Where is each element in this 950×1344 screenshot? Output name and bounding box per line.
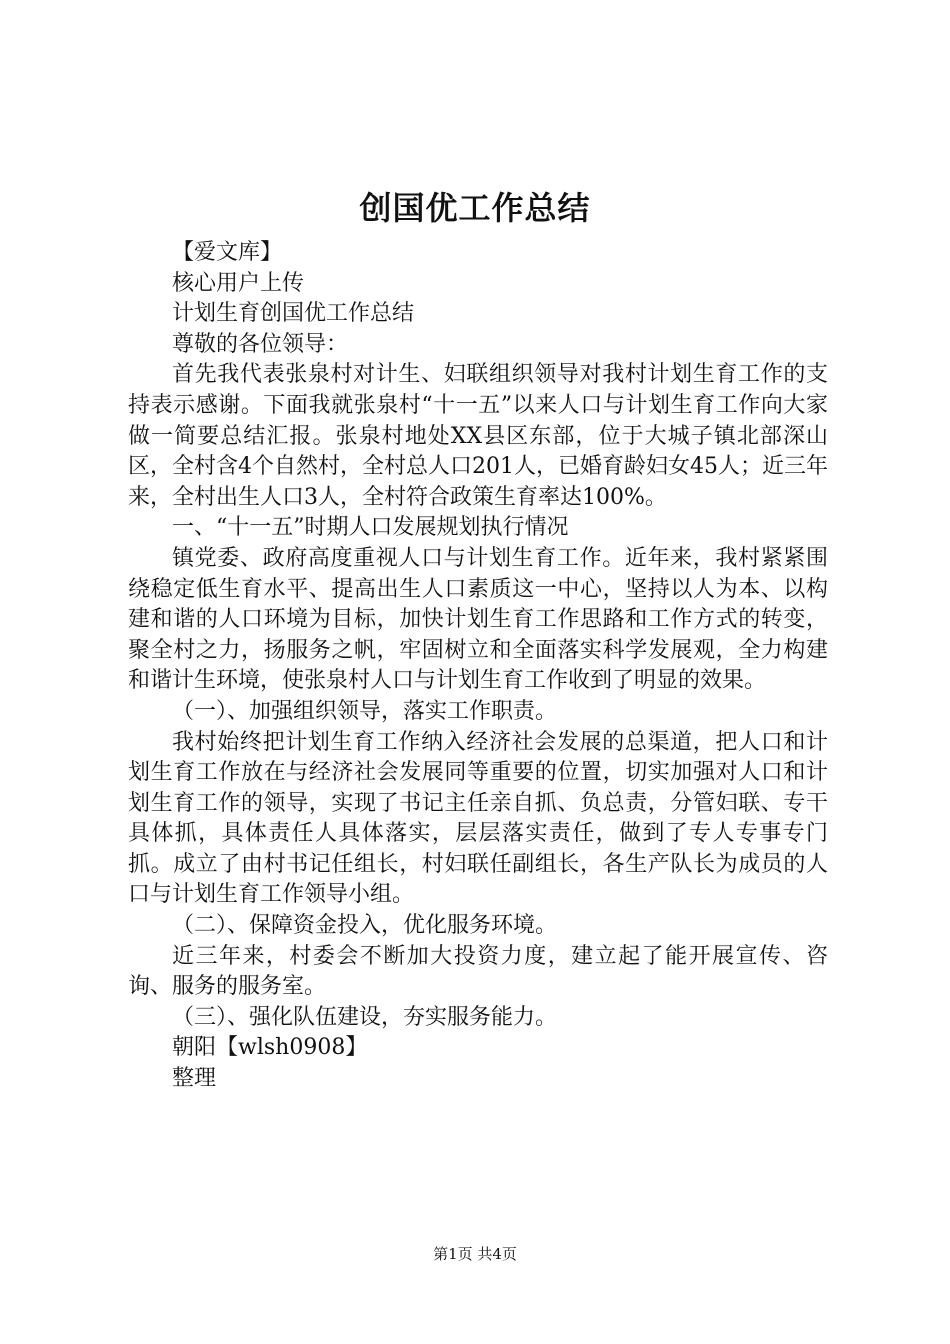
- paragraph-salutation: 尊敬的各位领导：: [172, 331, 349, 357]
- subsection-heading-1: （一）、加强组织领导，落实工作职责。: [172, 698, 558, 724]
- paragraph-source-tag: 【爱文库】: [172, 240, 283, 265]
- subsection-heading-2: （二）、保障资金投入，优化服务环境。: [172, 913, 558, 939]
- paragraph-intro: 首先我代表张泉村对计生、妇联组织领导对我村计划生育工作的支持表示感谢。下面我就张泉村“十一五”以来人口与计划生育工作向大家做一简要总结汇报。张泉村地处XX县区东部，位于大城子镇北部深山区，全村含4个自然村，全村总人口201人，已婚育龄妇女45人；近三年来，全村出生人口3人，全村符合政策生育率达100%。: [128, 362, 828, 510]
- document-title: 创国优工作总结: [359, 189, 591, 227]
- paragraph-uploader: 核心用户上传: [172, 270, 305, 296]
- paragraph-subtitle: 计划生育创国优工作总结: [172, 301, 415, 327]
- paragraph-subsection-1: 我村始终把计划生育工作纳入经济社会发展的总渠道，把人口和计划生育工作放在与经济社会发展同等重要的位置，切实加强对人口和计划生育工作的领导，实现了书记主任亲自抓、负总责，分管妇联、专干具体抓，具体责任人具体落实，层层落实责任，做到了专人专事专门抓。成立了由村书记任组长，村妇联任副组长，各生产队长为成员的人口与计划生育工作领导小组。: [128, 729, 828, 908]
- section-heading-1: 一、“十一五”时期人口发展规划执行情况: [172, 515, 569, 541]
- page-number: 第1页 共4页: [433, 1245, 517, 1263]
- subsection-heading-3: （三）、强化队伍建设，夯实服务能力。: [172, 1004, 558, 1030]
- document-body: [128, 238, 828, 1095]
- paragraph-section-1: 镇党委、政府高度重视人口与计划生育工作。近年来，我村紧紧围绕稳定低生育水平、提高出生人口素质这一中心，坚持以人为本、以构建和谐的人口环境为目标，加快计划生育工作思路和工作方式的转变，聚全村之力，扬服务之帆，牢固树立和全面落实科学发展观，全力构建和谐计生环境，使张泉村人口与计划生育工作收到了明显的效果。: [128, 545, 828, 694]
- paragraph-credit: 朝阳【wlsh0908】: [172, 1035, 368, 1061]
- paragraph-subsection-2: 近三年来，村委会不断加大投资力度，建立起了能开展宣传、咨询、服务的服务室。: [128, 943, 828, 1000]
- paragraph-arranged: 整理: [172, 1066, 217, 1092]
